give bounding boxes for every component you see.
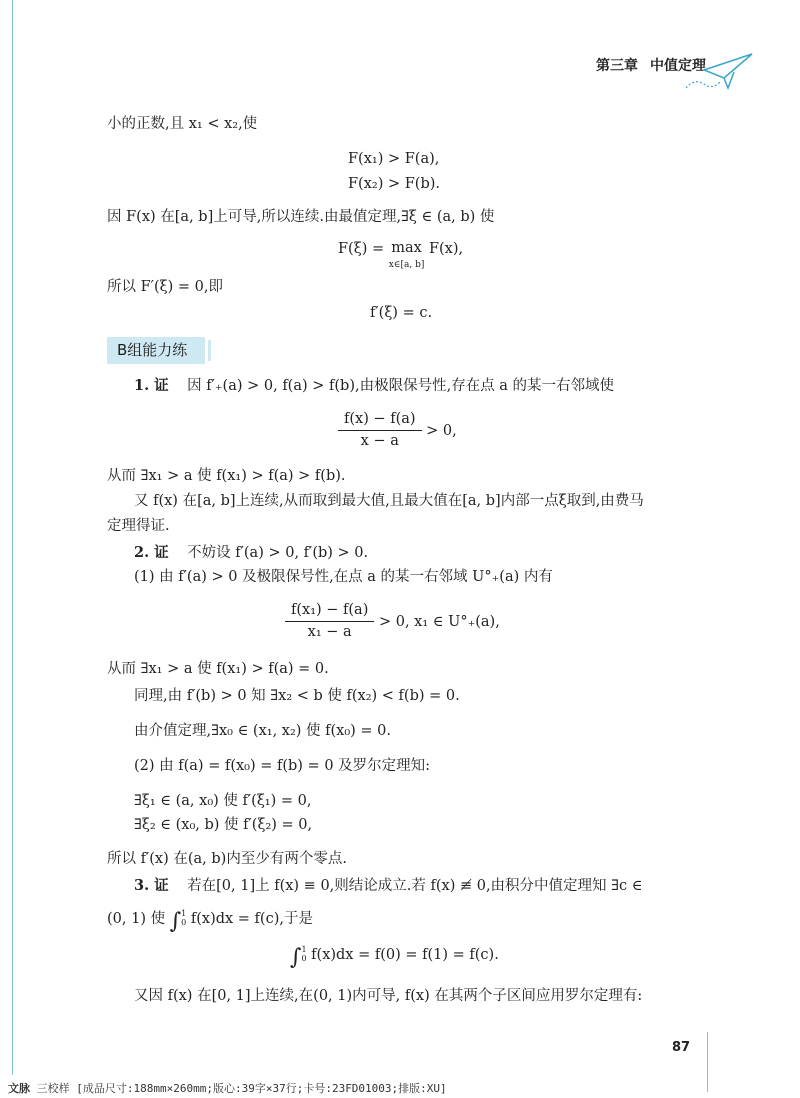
integral-lower-limit: 0 (301, 954, 307, 963)
fraction (338, 411, 422, 451)
problem-number: 2. 证 (134, 544, 169, 561)
chapter-title: 中值定理 (650, 58, 706, 74)
formula-line: f′(ξ) = c. (370, 305, 433, 321)
integral-sign: ∫ (169, 909, 182, 934)
text-line: 定理得证. (107, 518, 170, 534)
page-number: 87 (672, 1040, 691, 1055)
formula-line: F(x₂) > F(b). (348, 176, 440, 192)
text-line: 因 F(x) 在[a, b]上可导,所以连续.由最值定理,∃ξ ∈ (a, b) 使 (107, 209, 495, 225)
problem-3-line (134, 877, 643, 895)
text-line: 所以 f′(x) 在(a, b)内至少有两个零点. (107, 851, 347, 867)
integral-line (107, 909, 313, 935)
problem-number: 1. 证 (134, 377, 169, 394)
problem-2-line (134, 544, 368, 562)
text-line: 同理,由 f′(b) > 0 知 ∃x₂ < b 使 f(x₂) < f(b) = 0. (134, 688, 460, 704)
chapter-label: 第三章 (596, 58, 638, 74)
integral-upper-limit: 1 (301, 945, 307, 955)
text-part: f(x)dx = f(c),于是 (190, 911, 313, 927)
formula-max (338, 241, 463, 270)
section-title: B组能力练 (117, 341, 188, 359)
fraction-formula (285, 602, 500, 642)
footer-brand: 文脉 (8, 1082, 30, 1095)
formula-part: F(x), (428, 241, 464, 257)
page-frame-left (12, 0, 13, 1075)
formula-part: F(ξ) = (338, 241, 389, 257)
fraction-tail: > 0, x₁ ∈ U°₊(a), (378, 613, 500, 630)
formula-line: F(x₁) > F(a), (348, 151, 440, 167)
text-line: (1) 由 f′(a) > 0 及极限保号性,在点 a 的某一右邻域 U°₊(a) 内有 (134, 569, 553, 585)
fraction-denominator: x₁ − a (307, 624, 352, 641)
formula-part: f(x)dx = f(0) = f(1) = f(c). (311, 947, 499, 963)
problem-text: 因 f′₊(a) > 0, f(a) > f(b),由极限保号性,存在点 a 的某一右邻域使 (187, 378, 615, 394)
fraction-numerator: f(x₁) − f(a) (285, 602, 374, 622)
integral-upper-limit: 1 (181, 909, 187, 919)
problem-text: 不妨设 f′(a) > 0, f′(b) > 0. (187, 545, 369, 561)
integral-formula (290, 945, 499, 971)
text-line: ∃ξ₁ ∈ (a, x₀) 使 f′(ξ₁) = 0, (134, 793, 312, 809)
text-line: 又因 f(x) 在[0, 1]上连续,在(0, 1)内可导, f(x) 在其两个子区间应用罗尔定理有: (134, 988, 643, 1004)
text-line: ∃ξ₂ ∈ (x₀, b) 使 f′(ξ₂) = 0, (134, 817, 313, 833)
max-subscript: x∈[a, b] (388, 259, 425, 270)
problem-1-line (134, 377, 614, 395)
text-line: 又 f(x) 在[a, b]上连续,从而取到最大值,且最大值在[a, b]内部一点ξ取到,由费马 (134, 493, 644, 509)
text-part: (0, 1) 使 (107, 911, 166, 927)
paper-plane-icon (684, 48, 756, 92)
text-line: 小的正数,且 x₁ < x₂,使 (107, 116, 258, 132)
fraction-numerator: f(x) − f(a) (338, 411, 422, 431)
max-operator: max (391, 240, 422, 256)
fraction-denominator: x − a (360, 433, 399, 450)
problem-number: 3. 证 (134, 877, 169, 894)
footer-info: 三校样 [成品尺寸:188mm×260mm;版心:39字×37行;卡号:23FD01003;排版:XU] (36, 1082, 447, 1095)
text-line: 所以 F′(ξ) = 0,即 (107, 279, 223, 295)
page-frame-right (707, 1032, 708, 1092)
proof-footer (8, 1080, 447, 1096)
integral-lower-limit: 0 (181, 918, 187, 927)
fraction-formula (338, 411, 457, 451)
section-heading (107, 337, 205, 364)
integral-sign: ∫ (290, 945, 302, 970)
text-line: 从而 ∃x₁ > a 使 f(x₁) > f(a) = 0. (107, 661, 329, 677)
fraction-tail: > 0, (426, 422, 457, 439)
fraction (285, 602, 374, 642)
problem-text: 若在[0, 1]上 f(x) ≡ 0,则结论成立.若 f(x) ≢ 0,由积分中值定理知 ∃c ∈ (187, 878, 643, 894)
text-line: 由介值定理,∃x₀ ∈ (x₁, x₂) 使 f(x₀) = 0. (134, 723, 392, 739)
text-line: (2) 由 f(a) = f(x₀) = f(b) = 0 及罗尔定理知: (134, 758, 431, 774)
text-line: 从而 ∃x₁ > a 使 f(x₁) > f(a) > f(b). (107, 468, 346, 484)
